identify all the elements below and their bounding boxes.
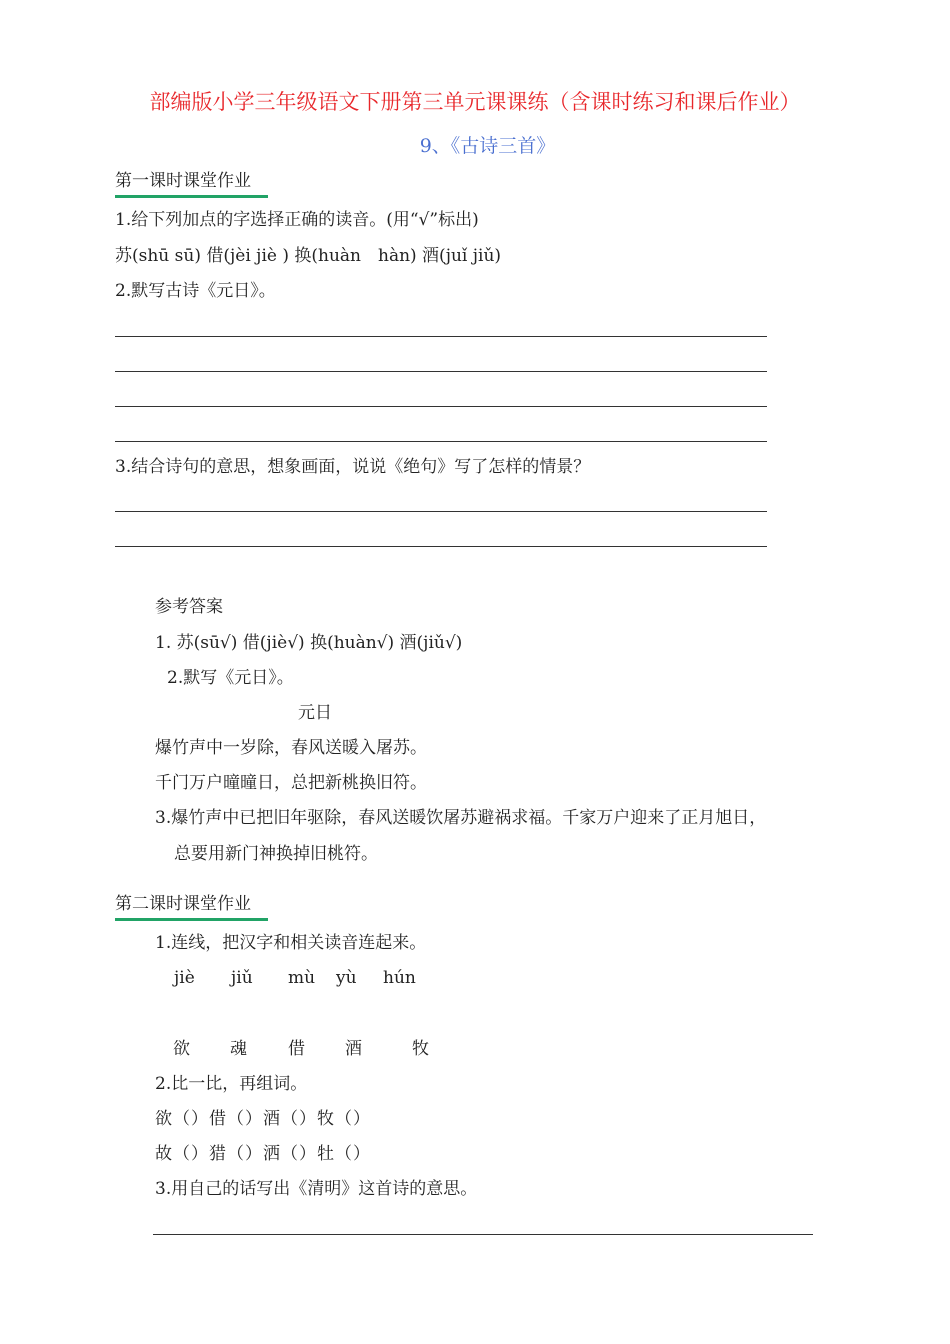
pinyin-item[interactable]: jiè <box>174 968 195 988</box>
pinyin-item[interactable]: hún <box>383 968 416 988</box>
pinyin-item[interactable]: mù <box>288 968 316 988</box>
question-1: 1.连线，把汉字和相关读音连起来。 <box>155 933 427 953</box>
question-2: 2.默写古诗《元日》。 <box>115 281 276 301</box>
answer-line[interactable] <box>115 336 767 337</box>
answer-3: 3.爆竹声中已把旧年驱除，春风送暖饮屠苏避祸求福。千家万户迎来了正月旭日， <box>155 808 767 828</box>
answer-1: 1. 苏(sū√) 借(jiè√) 换(huàn√) 酒(jiǔ√) <box>155 633 463 653</box>
pinyin-item[interactable]: yù <box>336 968 357 988</box>
character-item[interactable]: 牧 <box>412 1039 429 1059</box>
question-3: 3.结合诗句的意思，想象画面，说说《绝句》写了怎样的情景？ <box>115 457 591 477</box>
answer-3-continued: 总要用新门神换掉旧桃符。 <box>174 844 378 864</box>
question-3: 3.用自己的话写出《清明》这首诗的意思。 <box>155 1179 478 1199</box>
answer-line[interactable] <box>115 546 767 547</box>
compare-row: 故（）猎（）洒（）牡（） <box>155 1144 371 1164</box>
answer-line[interactable] <box>153 1234 813 1235</box>
question-1-options: 苏(shū sū) 借(jèi jiè ) 换(huàn hàn) 酒(juǐ jiǔ) <box>115 246 502 266</box>
answer-line[interactable] <box>115 406 767 407</box>
character-item[interactable]: 魂 <box>230 1039 247 1059</box>
character-item[interactable]: 欲 <box>173 1039 190 1059</box>
pinyin-item[interactable]: jiǔ <box>231 968 253 988</box>
section-heading-lesson2: 第二课时课堂作业 <box>115 893 268 921</box>
poem-line: 爆竹声中一岁除，春风送暖入屠苏。 <box>155 738 427 758</box>
answer-line[interactable] <box>115 371 767 372</box>
character-item[interactable]: 借 <box>288 1039 305 1059</box>
answer-2: 2.默写《元日》。 <box>167 668 294 688</box>
question-1: 1.给下列加点的字选择正确的读音。(用“√”标出) <box>115 210 479 230</box>
document-title: 部编版小学三年级语文下册第三单元课课练（含课时练习和课后作业） <box>149 90 801 114</box>
lesson-title: 9、《古诗三首》 <box>419 135 556 157</box>
question-2: 2.比一比，再组词。 <box>155 1074 308 1094</box>
poem-line: 千门万户曈曈日，总把新桃换旧符。 <box>155 773 427 793</box>
poem-title: 元日 <box>298 703 332 723</box>
answer-line[interactable] <box>115 511 767 512</box>
section-heading-lesson1: 第一课时课堂作业 <box>115 170 268 198</box>
answers-heading: 参考答案 <box>155 597 223 617</box>
character-item[interactable]: 酒 <box>345 1039 362 1059</box>
compare-row: 欲（）借（）酒（）牧（） <box>155 1109 371 1129</box>
answer-line[interactable] <box>115 441 767 442</box>
